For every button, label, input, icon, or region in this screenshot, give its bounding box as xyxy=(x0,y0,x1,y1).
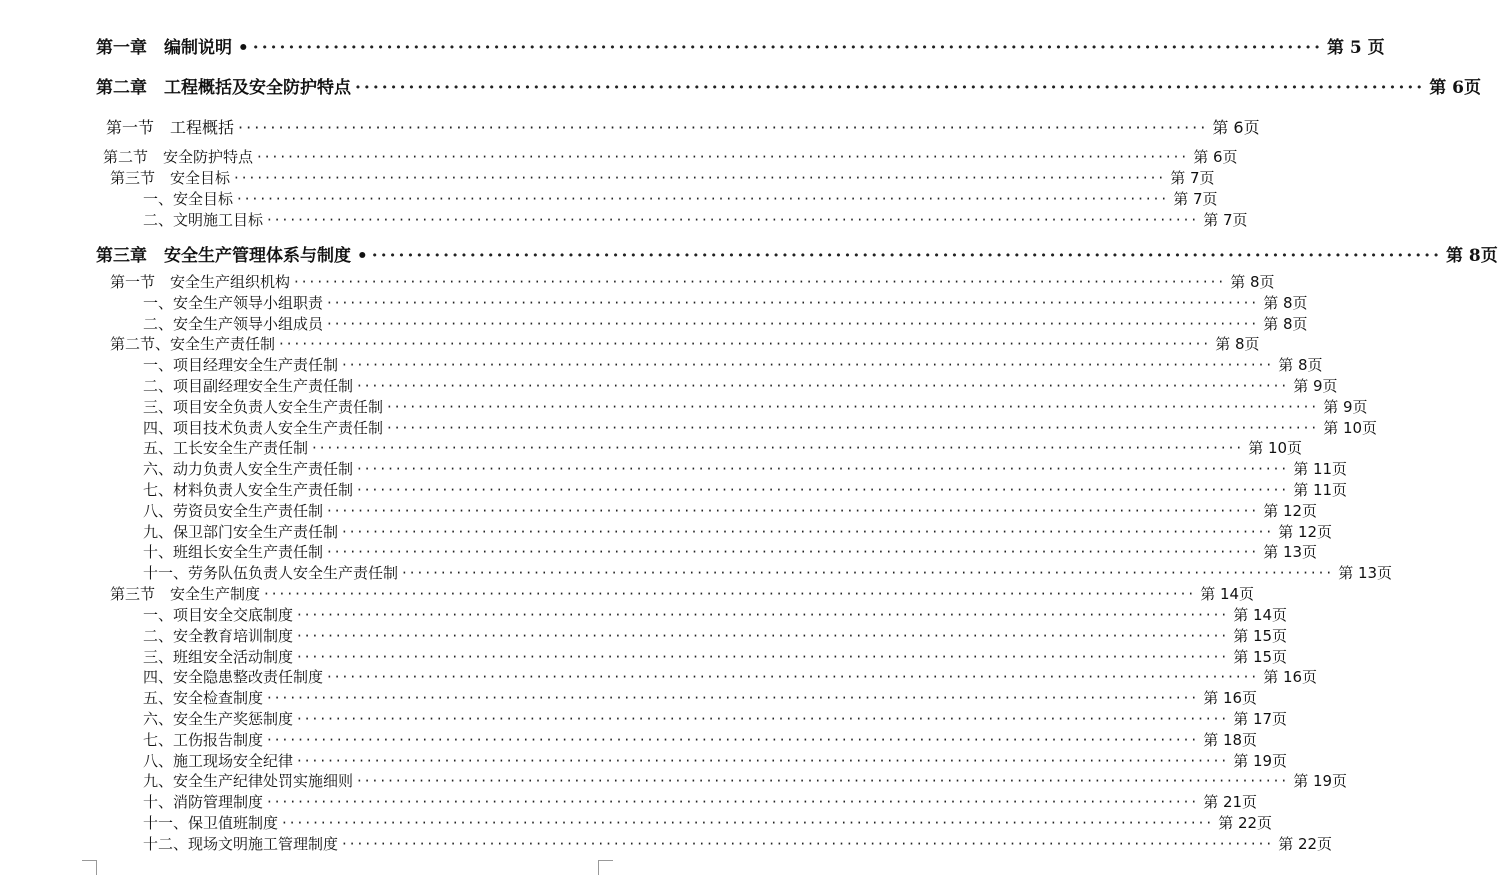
toc-item-entry[interactable] xyxy=(143,354,1323,375)
toc-page-number: 第 22页 xyxy=(1218,814,1273,832)
toc-page-number: 第 13页 xyxy=(1263,543,1318,561)
toc-entry-title: 一、项目安全交底制度 xyxy=(143,606,294,624)
toc-entry-title: 十、班组长安全生产责任制 xyxy=(143,543,324,561)
toc-page-number: 第 10页 xyxy=(1323,419,1378,437)
toc-page-number: 第 8页 xyxy=(1278,356,1323,374)
toc-dot-leader: ························································································································ xyxy=(282,814,1215,832)
toc-entry-title: 八、施工现场安全纪律 xyxy=(143,752,294,770)
toc-page-number: 第 11页 xyxy=(1293,460,1348,478)
toc-item-entry[interactable] xyxy=(143,604,1288,625)
toc-dot-leader: ························································································································ xyxy=(267,689,1200,707)
toc-item-entry[interactable] xyxy=(143,687,1258,708)
toc-entry-title: 六、安全生产奖惩制度 xyxy=(143,710,294,728)
toc-page-number: 第 8页 xyxy=(1215,335,1260,353)
toc-item-entry[interactable] xyxy=(143,770,1348,791)
toc-entry-title: 八、劳资员安全生产责任制 xyxy=(143,502,324,520)
toc-item-entry[interactable] xyxy=(143,812,1273,833)
toc-dot-leader: ························································································································ xyxy=(371,246,1443,266)
toc-page-number: 第 7页 xyxy=(1203,211,1248,229)
toc-page-number: 第 8页 xyxy=(1263,315,1308,333)
toc-page-number: 第 22页 xyxy=(1278,835,1333,853)
toc-entry-title: 六、动力负责人安全生产责任制 xyxy=(143,460,354,478)
toc-page-number: 第 17页 xyxy=(1233,710,1288,728)
toc-page-number: 第 9页 xyxy=(1293,377,1338,395)
toc-item-entry[interactable] xyxy=(143,292,1308,313)
toc-page-number: 第 10页 xyxy=(1248,439,1303,457)
toc-page-number: 第 8页 xyxy=(1263,294,1308,312)
toc-dot-leader: ························································································································ xyxy=(402,564,1335,582)
toc-entry-title: 第二章 工程概括及安全防护特点 xyxy=(96,78,351,98)
toc-item-entry[interactable] xyxy=(143,541,1318,562)
toc-dot-leader: ························································································································ xyxy=(234,169,1167,187)
toc-page-number: 第 15页 xyxy=(1233,648,1288,666)
toc-entry-title: 五、工长安全生产责任制 xyxy=(143,439,309,457)
toc-dot-leader: ························································································································ xyxy=(327,668,1260,686)
toc-item-entry[interactable] xyxy=(143,646,1288,667)
toc-entry-title: 一、安全生产领导小组职责 xyxy=(143,294,324,312)
toc-dot-leader: ························································································································ xyxy=(357,481,1290,499)
toc-dot-leader: ························································································································ xyxy=(327,315,1260,333)
toc-section-entry[interactable] xyxy=(110,333,1260,354)
toc-entry-title: 十一、劳务队伍负责人安全生产责任制 xyxy=(143,564,399,582)
toc-item-entry[interactable] xyxy=(143,375,1338,396)
toc-item-entry[interactable] xyxy=(143,417,1378,438)
toc-item-entry[interactable] xyxy=(143,729,1258,750)
toc-page-number: 第 15页 xyxy=(1233,627,1288,645)
page-corner-mark-left xyxy=(82,860,97,875)
toc-dot-leader: ························································································································ xyxy=(327,502,1260,520)
toc-item-entry[interactable] xyxy=(143,209,1248,230)
toc-page-number: 第 8页 xyxy=(1446,246,1498,266)
toc-dot-leader: ························································································································ xyxy=(297,627,1230,645)
toc-dot-leader: ························································································································ xyxy=(252,38,1324,58)
toc-entry-title: 二、文明施工目标 xyxy=(143,211,264,229)
toc-item-entry[interactable] xyxy=(143,521,1333,542)
toc-dot-leader: ························································································································ xyxy=(264,585,1197,603)
toc-page-number: 第 7页 xyxy=(1173,190,1218,208)
toc-entry-title: 四、项目技术负责人安全生产责任制 xyxy=(143,419,384,437)
toc-page-number: 第 16页 xyxy=(1203,689,1258,707)
toc-entry-title: 九、保卫部门安全生产责任制 xyxy=(143,523,339,541)
toc-entry-title: 第二节 安全防护特点 xyxy=(103,148,254,166)
toc-section-entry[interactable] xyxy=(110,167,1215,188)
toc-page-number: 第 18页 xyxy=(1203,731,1258,749)
toc-dot-leader: ························································································································ xyxy=(294,273,1227,291)
toc-entry-title: 十一、保卫值班制度 xyxy=(143,814,279,832)
toc-item-entry[interactable] xyxy=(143,188,1218,209)
toc-page-number: 第 6页 xyxy=(1193,148,1238,166)
toc-dot-leader: ························································································································ xyxy=(327,294,1260,312)
toc-dot-leader: ························································································································ xyxy=(237,190,1170,208)
toc-item-entry[interactable] xyxy=(143,625,1288,646)
toc-dot-leader: ························································································································ xyxy=(312,439,1245,457)
toc-entry-title: 第二节、安全生产责任制 xyxy=(110,335,276,353)
toc-dot-leader: ························································································································ xyxy=(342,835,1275,853)
toc-dot-leader: ························································································································ xyxy=(297,606,1230,624)
toc-section-entry[interactable] xyxy=(103,146,1238,167)
toc-section-entry[interactable] xyxy=(106,115,1260,138)
toc-dot-leader: ························································································································ xyxy=(267,211,1200,229)
toc-page-number: 第 5 页 xyxy=(1327,38,1385,58)
toc-dot-leader: ························································································································ xyxy=(357,460,1290,478)
page-corner-mark-right xyxy=(598,860,613,875)
toc-entry-title: 一、项目经理安全生产责任制 xyxy=(143,356,339,374)
toc-item-entry[interactable] xyxy=(143,437,1303,458)
toc-item-entry[interactable] xyxy=(143,313,1308,334)
toc-chapter-entry[interactable] xyxy=(96,241,1498,266)
toc-dot-leader: ························································································································ xyxy=(267,793,1200,811)
toc-dot-leader: ························································································································ xyxy=(357,377,1290,395)
toc-dot-leader: ························································································································ xyxy=(342,523,1275,541)
toc-item-entry[interactable] xyxy=(143,750,1288,771)
toc-page-number: 第 6页 xyxy=(1429,78,1481,98)
toc-item-entry[interactable] xyxy=(143,562,1393,583)
toc-item-entry[interactable] xyxy=(143,833,1333,854)
toc-entry-title: 十二、现场文明施工管理制度 xyxy=(143,835,339,853)
toc-entry-title: 第一章 编制说明 • xyxy=(96,38,249,58)
toc-page-number: 第 8页 xyxy=(1230,273,1275,291)
toc-section-entry[interactable] xyxy=(110,583,1255,604)
toc-entry-title: 二、项目副经理安全生产责任制 xyxy=(143,377,354,395)
toc-dot-leader: ························································································································ xyxy=(238,118,1209,137)
toc-dot-leader: ························································································································ xyxy=(297,710,1230,728)
toc-entry-title: 第三节 安全目标 xyxy=(110,169,231,187)
toc-item-entry[interactable] xyxy=(143,791,1258,812)
toc-chapter-entry[interactable] xyxy=(96,33,1385,58)
toc-page-number: 第 11页 xyxy=(1293,481,1348,499)
toc-dot-leader: ························································································································ xyxy=(297,648,1230,666)
toc-entry-title: 第一节 工程概括 xyxy=(106,118,235,137)
toc-dot-leader: ························································································································ xyxy=(342,356,1275,374)
toc-item-entry[interactable] xyxy=(143,396,1368,417)
toc-dot-leader: ························································································································ xyxy=(327,543,1260,561)
toc-dot-leader: ························································································································ xyxy=(357,772,1290,790)
toc-page-number: 第 21页 xyxy=(1203,793,1258,811)
toc-item-entry[interactable] xyxy=(143,500,1318,521)
toc-section-entry[interactable] xyxy=(110,271,1275,292)
toc-item-entry[interactable] xyxy=(143,458,1348,479)
toc-dot-leader: ························································································································ xyxy=(257,148,1190,166)
toc-page-number: 第 12页 xyxy=(1263,502,1318,520)
toc-dot-leader: ························································································································ xyxy=(279,335,1212,353)
toc-entry-title: 第三章 安全生产管理体系与制度 • xyxy=(96,246,368,266)
toc-dot-leader: ························································································································ xyxy=(387,398,1320,416)
toc-entry-title: 三、项目安全负责人安全生产责任制 xyxy=(143,398,384,416)
toc-entry-title: 九、安全生产纪律处罚实施细则 xyxy=(143,772,354,790)
toc-page-number: 第 16页 xyxy=(1263,668,1318,686)
toc-entry-title: 一、安全目标 xyxy=(143,190,234,208)
toc-dot-leader: ························································································································ xyxy=(267,731,1200,749)
toc-item-entry[interactable] xyxy=(143,708,1288,729)
toc-dot-leader: ························································································································ xyxy=(297,752,1230,770)
toc-page-number: 第 14页 xyxy=(1233,606,1288,624)
toc-entry-title: 三、班组安全活动制度 xyxy=(143,648,294,666)
toc-page-number: 第 7页 xyxy=(1170,169,1215,187)
toc-chapter-entry[interactable] xyxy=(96,73,1481,98)
toc-entry-title: 四、安全隐患整改责任制度 xyxy=(143,668,324,686)
toc-entry-title: 第一节 安全生产组织机构 xyxy=(110,273,291,291)
toc-entry-title: 十、消防管理制度 xyxy=(143,793,264,811)
toc-entry-title: 七、工伤报告制度 xyxy=(143,731,264,749)
toc-item-entry[interactable] xyxy=(143,479,1348,500)
toc-page-number: 第 9页 xyxy=(1323,398,1368,416)
toc-page-number: 第 13页 xyxy=(1338,564,1393,582)
toc-page-number: 第 19页 xyxy=(1233,752,1288,770)
toc-entry-title: 七、材料负责人安全生产责任制 xyxy=(143,481,354,499)
toc-dot-leader: ························································································································ xyxy=(355,78,1426,98)
toc-page-number: 第 12页 xyxy=(1278,523,1333,541)
toc-page-number: 第 14页 xyxy=(1200,585,1255,603)
toc-page-number: 第 19页 xyxy=(1293,772,1348,790)
toc-entry-title: 第三节 安全生产制度 xyxy=(110,585,261,603)
toc-entry-title: 二、安全生产领导小组成员 xyxy=(143,315,324,333)
toc-dot-leader: ························································································································ xyxy=(387,419,1320,437)
toc-page-number: 第 6页 xyxy=(1212,118,1260,137)
toc-entry-title: 二、安全教育培训制度 xyxy=(143,627,294,645)
toc-item-entry[interactable] xyxy=(143,666,1318,687)
toc-entry-title: 五、安全检查制度 xyxy=(143,689,264,707)
